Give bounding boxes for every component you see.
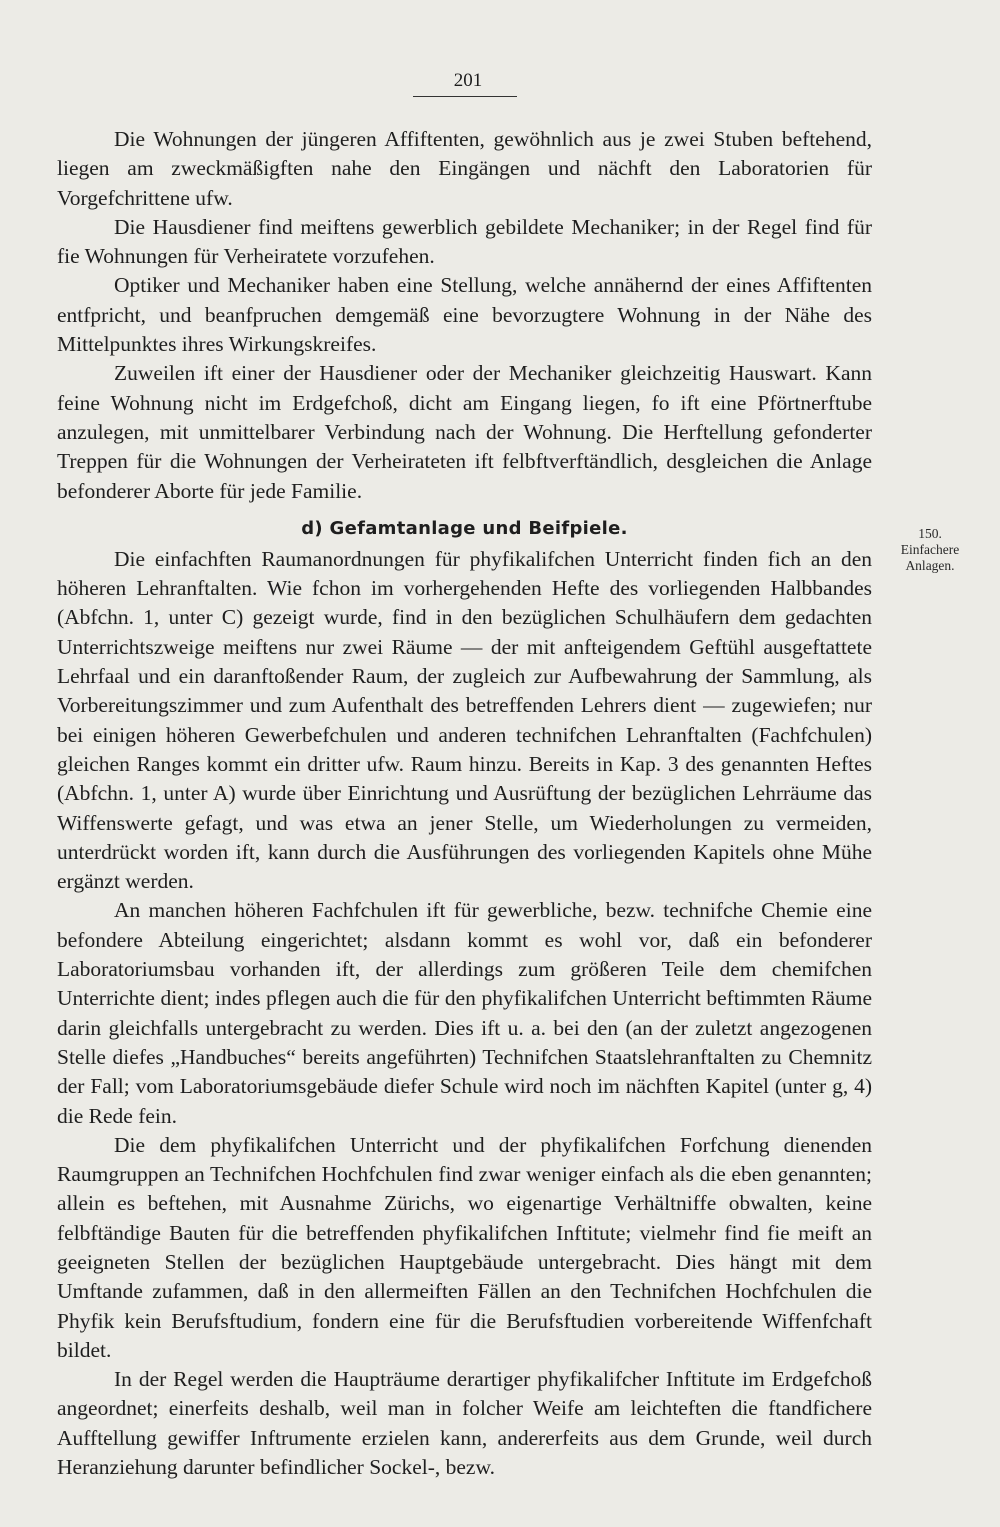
paragraph-caretaker: Zuweilen ift einer der Hausdiener oder der Mechaniker gleichzeitig Hauswart. Kann feine Wohnung nicht im Erdgefchoß, dicht am Eingang liegen, fo ift eine Pförtnerftube anzulegen, mit unmittelbarer Verbindung nach der Wohnung. Die Herftellung gefonderter Treppen für die Wohnungen der Verheirateten ift felbftverftändlich, desgleichen die Anlage befonderer Aborte für jede Familie. [57,361,872,503]
section-heading: d) Gefamtanlage und Beifpiele. [301,517,628,539]
paragraph-ground-floor: In der Regel werden die Haupträume derartiger phyfikalifcher Inftitute im Erdgefchoß angeordnet; einerfeits deshalb, weil man in folcher Weife am leichteften die ftandfichere Aufftellung gewiffer Inftrumente erzielen kann, andererfeits aus dem Grunde, weil durch Heranziehung darunter befindlicher Sockel-, bezw. [57,1367,872,1480]
body-text [57,125,872,1482]
margin-note-line2: Anlagen. [905,558,955,573]
paragraph-opticians-mechanics: Optiker und Mechaniker haben eine Stellung, welche annähernd der eines Affiftenten entfpricht, und beanfpruchen demgemäß eine bevorzugtere Wohnung in der Nähe des Mittelpunktes ihres Wirkungskreifes. [57,273,872,357]
paragraph-assistant-apartments: Die Wohnungen der jüngeren Affiftenten, gewöhnlich aus je zwei Stuben beftehend, liegen am zweckmäßigften nahe den Eingängen und nächft den Laboratorien für Vorgefchrittene ufw. [57,127,872,210]
paragraph-simple-arrangements: Die einfachften Raumanordnungen für phyfikalifchen Unterricht finden fich an den höheren Lehranftalten. Wie fchon im vorhergehenden Hefte des vorliegenden Halbbandes (Abfchn. 1, unter C) gezeigt wurde, find in den bezüglichen Schulhäufern dem gedachten Unterrichtszweige meiftens nur zwei Räume — der mit anfteigendem Geftühl ausgeftattete Lehrfaal und ein daranftoßender Raum, der zugleich zur Aufbewahrung der Sammlung, als Vorbereitungszimmer und zum Aufenthalt des betreffenden Lehrers dient — zugewiefen; nur bei einigen höheren Gewerbefchulen und anderen technifchen Lehranftalten (Fachfchulen) gleichen Ranges kommt ein dritter ufw. Raum hinzu. Bereits in Kap. 3 des genannten Heftes (Abfchn. 1, unter A) wurde über Einrichtung und Ausrüftung der bezüglichen Lehrräume das Wiffenswerte gefagt, und was etwa an jener Stelle, um Wiederholungen zu vermeiden, unterdrückt worden ift, kann durch die Ausführungen des vorliegenden Kapitels ohne Mühe ergänzt werden. [57,546,872,894]
margin-note [893,526,967,574]
paragraph-house-servants: Die Hausdiener find meiftens gewerblich gebildete Mechaniker; in der Regel find für fie Wohnungen für Verheiratete vorzufehen. [57,214,872,269]
paragraph-technical-schools: An manchen höheren Fachfchulen ift für gewerbliche, bezw. technifche Chemie eine befondere Abteilung eingerichtet; alsdann kommt es wohl vor, daß ein befonderer Laboratoriumsbau vorhanden ift, der allerdings zum größeren Teile dem chemifchen Unterrichte dient; indes pflegen auch die für den phyfikalifchen Unterricht beftimmten Räume darin gleichfalls untergebracht zu werden. Dies ift u. a. bei den (an der zuletzt angezogenen Stelle diefes „Handbuches“ bereits angeführten) Technifchen Staatslehranftalten zu Chemnitz der Fall; vom Laboratoriumsgebäude diefer Schule wird noch im nächften Kapitel (unter g, 4) die Rede fein. [57,898,872,1128]
page-number-rule [413,96,517,97]
margin-note-line1: Einfachere [900,542,960,557]
paragraph-technical-universities: Die dem phyfikalifchen Unterricht und der phyfikalifchen Forfchung dienenden Raumgruppen an Technifchen Hochfchulen find zwar weniger einfach als die eben genannten; allein es beftehen, mit Ausnahme Zürichs, wo eigenartige Verhältniffe obwalten, keine felbftändige Bauten für die betreffenden phyfikalifchen Inftitute; vielmehr find fie meift an geeigneten Stellen der bezüglichen Hauptgebäude untergebracht. Dies hängt mit dem Umftande zufammen, daß in den allermeiften Fällen an den Technifchen Hochfchulen die Phyfik kein Berufsftudium, fondern eine für die Berufsftudien vorbereitende Wiffenfchaft bildet. [57,1132,872,1362]
margin-note-number: 150. [918,526,942,541]
page-number: 201 [453,70,483,91]
